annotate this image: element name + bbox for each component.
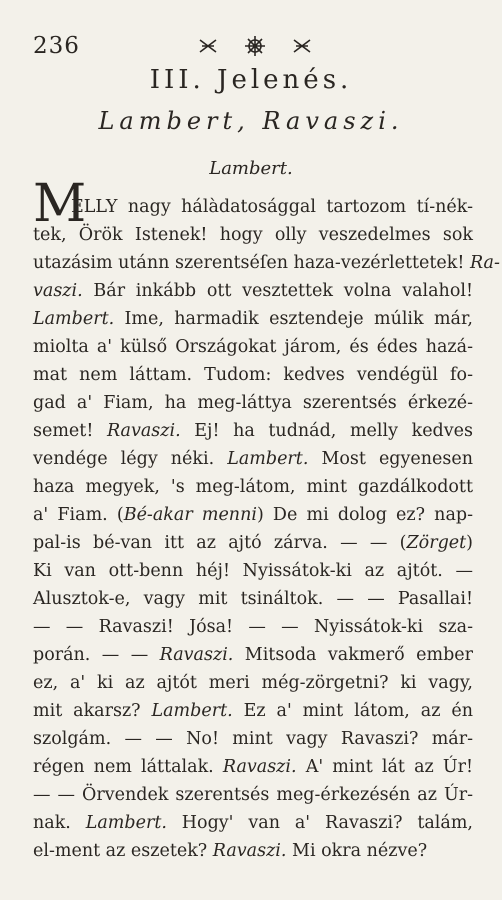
text-line	[33, 837, 473, 865]
text-segment: régen nem láttalak.	[33, 757, 223, 777]
scene-cast: Lambert, Ravaszi.	[98, 107, 404, 135]
text-line	[33, 753, 473, 781]
text-line	[33, 221, 473, 249]
text-segment: Mi okra nézve?	[286, 841, 428, 861]
text-line	[33, 333, 473, 361]
text-line	[33, 389, 473, 417]
text-line	[33, 697, 473, 725]
text-line	[33, 809, 473, 837]
italic-segment: Ravaszi.	[212, 841, 287, 861]
text-segment: — — Ravaszi! Jósa! — — Nyissátok-ki sza-	[33, 617, 473, 637]
text-segment: Mitsoda vakmerő ember	[233, 645, 473, 665]
text-line	[33, 501, 473, 529]
text-segment: porán. — —	[33, 645, 160, 665]
italic-segment: Lambert.	[151, 701, 233, 721]
text-segment: Ki van ott-benn héj! Nyissátok-ki az ajtót. —	[33, 561, 473, 581]
text-segment: haza megyek, 's meg-látom, mint gazdálkodott	[33, 477, 473, 497]
text-segment: ) De mi dolog ez? nap-	[256, 505, 473, 525]
text-line	[33, 361, 473, 389]
text-segment: miolta a' külső Országokat járom, és édes hazá-	[33, 337, 473, 357]
text-segment: — — Örvendek szerentsés meg-érkezésén az Úr-	[33, 785, 473, 805]
text-segment: A' mint lát az Úr!	[296, 757, 474, 777]
text-line	[33, 249, 500, 277]
text-segment: gad a' Fiam, ha meg-láttya szerentsés érkezé-	[33, 393, 473, 413]
text-segment: vendége légy néki.	[33, 449, 228, 469]
italic-segment: Lambert.	[85, 813, 167, 833]
text-segment: Alusztok-e, vagy mit tsináltok. — — Pasallai!	[33, 589, 473, 609]
text-segment: ez, a' ki az ajtót meri még-zörgetni? ki vagy,	[33, 673, 473, 693]
text-line	[33, 613, 473, 641]
text-segment: )	[466, 533, 473, 553]
italic-segment: Lambert.	[33, 309, 115, 329]
italic-segment: Ravaszi.	[159, 645, 234, 665]
italic-segment: Ravaszi.	[106, 421, 181, 441]
text-segment: szolgám. — — No! mint vagy Ravaszi? már-	[33, 729, 473, 749]
text-line	[33, 725, 473, 753]
text-line	[33, 305, 473, 333]
text-segment: Ime, harmadik esztendeje múlik már,	[114, 309, 473, 329]
text-line	[33, 445, 473, 473]
text-segment: Bár inkább ott vesztettek volna valahol!	[82, 281, 473, 301]
text-segment: Ej! ha tudnád, melly kedves	[180, 421, 473, 441]
italic-segment: Ra-	[469, 253, 500, 273]
italic-segment: Lambert.	[227, 449, 309, 469]
printer-ornament-icon	[194, 34, 316, 58]
text-segment: Ez a' mint látom, az én	[232, 701, 473, 721]
text-segment: a' Fiam. (	[33, 505, 124, 525]
text-line	[33, 193, 473, 221]
text-segment: Most egyenesen	[308, 449, 473, 469]
text-segment: ELLY nagy hálàdatosággal tartozom tí-nék-	[71, 197, 473, 217]
italic-segment: Zörget	[406, 533, 467, 553]
text-line	[33, 557, 473, 585]
text-segment: utazásim utánn szerentséſen haza-vezérlettetek!	[33, 253, 470, 273]
text-line	[33, 781, 473, 809]
drop-cap: M	[33, 174, 87, 234]
scene-heading: III. Jelenés.	[149, 65, 353, 95]
page-number: 236	[33, 33, 80, 59]
text-line	[33, 669, 473, 697]
text-segment: mit akarsz?	[33, 701, 152, 721]
text-segment: semet!	[33, 421, 107, 441]
italic-segment: Bé-akar menni	[123, 505, 257, 525]
text-line	[33, 473, 473, 501]
italic-segment: Ravaszi.	[222, 757, 297, 777]
text-segment: mat nem láttam. Tudom: kedves vendégül fo-	[33, 365, 473, 385]
text-line	[33, 529, 473, 557]
text-segment: nak.	[33, 813, 86, 833]
text-segment: el-ment az eszetek?	[33, 841, 213, 861]
text-line	[33, 417, 473, 445]
text-segment: tek, Örök Istenek! hogy olly veszedelmes sok	[33, 225, 473, 245]
text-line	[33, 277, 473, 305]
text-segment: Hogy' van a' Ravaszi? talám,	[166, 813, 473, 833]
text-line	[33, 585, 473, 613]
speaker-name: Lambert.	[209, 158, 293, 179]
text-segment: pal-is bé-van itt az ajtó zárva. — — (	[33, 533, 407, 553]
dialogue-text	[33, 193, 500, 865]
text-line	[33, 641, 473, 669]
italic-segment: vaszi.	[33, 281, 83, 301]
